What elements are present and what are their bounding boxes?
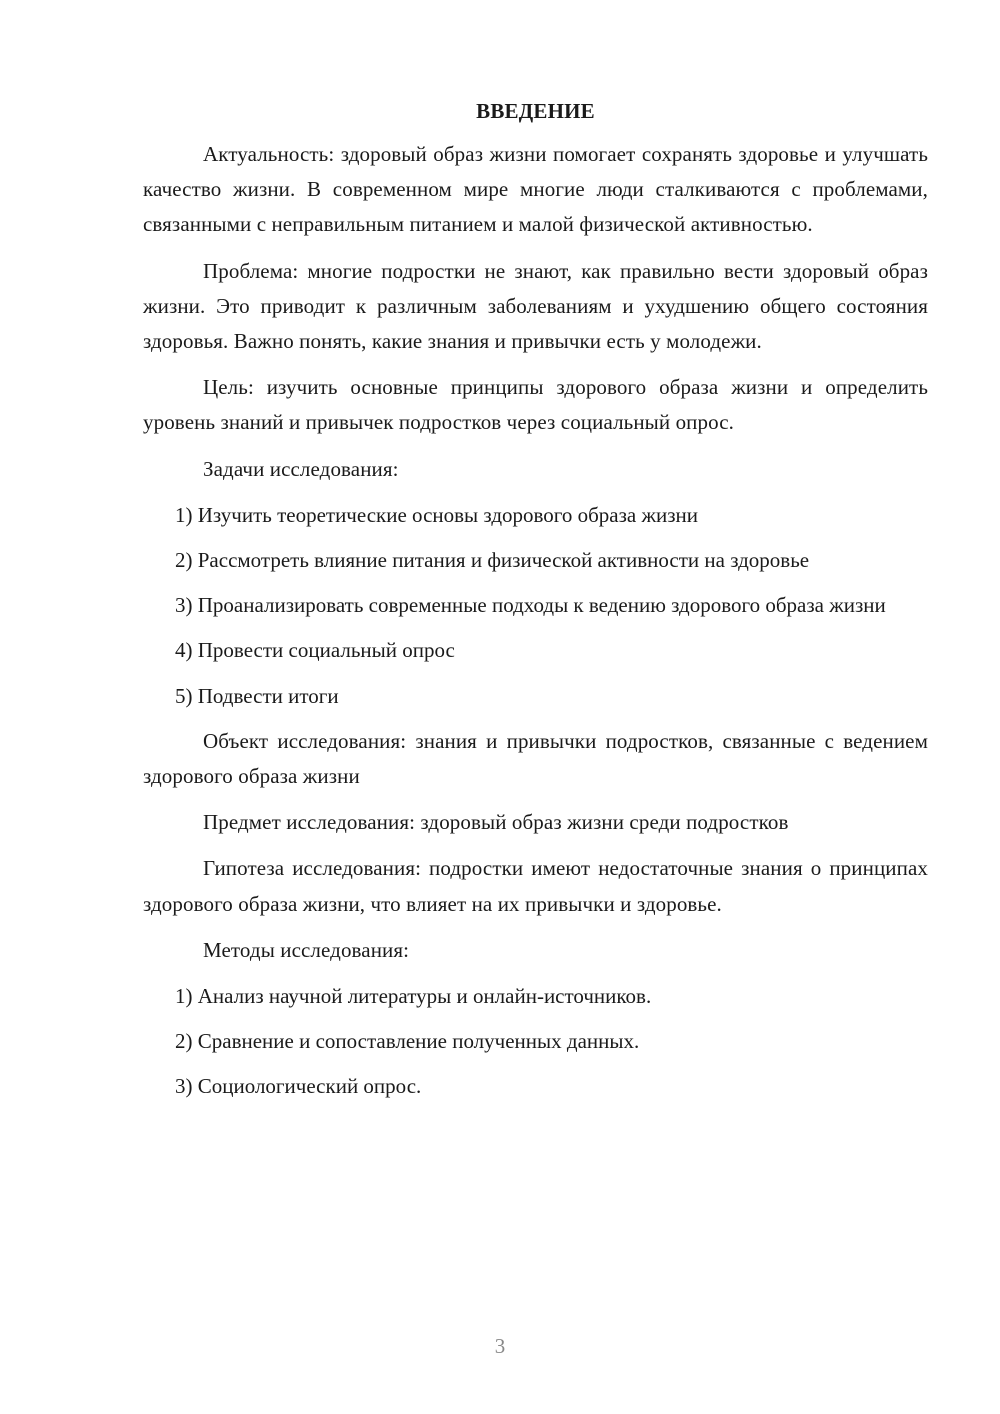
hypothesis-paragraph: Гипотеза исследования: подростки имеют недостаточные знания о принципах здорового образа жизни, что влияет на их привычки и здоровье. (143, 856, 928, 916)
methods-heading: Методы исследования: (203, 937, 410, 962)
task-item: 1) Изучить теоретические основы здорового образа жизни (175, 502, 699, 527)
task-item: 3) Проанализировать современные подходы к ведению здорового образа жизни (175, 593, 886, 618)
problem-paragraph: Проблема: многие подростки не знают, как правильно вести здоровый образ жизни. Это приводит к различным заболеваниям и ухудшению общего состояния здоровья. Важно понять, какие знания и привычки есть у молодежи. (143, 258, 928, 354)
goal-paragraph: Цель: изучить основные принципы здорового образа жизни и определить уровень знаний и привычек подростков через социальный опрос. (143, 375, 928, 435)
task-item: 4) Провести социальный опрос (175, 638, 455, 663)
task-item: 2) Рассмотреть влияние питания и физической активности на здоровье (175, 548, 810, 573)
subject-paragraph: Предмет исследования: здоровый образ жизни среди подростков (203, 810, 789, 835)
page-number: 3 (494, 1334, 506, 1358)
object-paragraph: Объект исследования: знания и привычки подростков, связанные с ведением здорового образа жизни (143, 728, 928, 789)
task-item: 5) Подвести итоги (175, 683, 339, 708)
document-page (143, 96, 928, 1115)
relevance-paragraph: Актуальность: здоровый образ жизни помогает сохранять здоровье и улучшать качество жизни. В современном мире многие люди сталкиваются с проблемами, связанными с неправильным питанием и малой физической активностью. (143, 142, 928, 237)
tasks-heading: Задачи исследования: (203, 456, 399, 481)
section-title: ВВЕДЕНИЕ (476, 99, 595, 123)
method-item: 1) Анализ научной литературы и онлайн-источников. (175, 984, 652, 1009)
method-item: 2) Сравнение и сопоставление полученных данных. (175, 1029, 640, 1054)
method-item: 3) Социологический опрос. (175, 1074, 422, 1099)
